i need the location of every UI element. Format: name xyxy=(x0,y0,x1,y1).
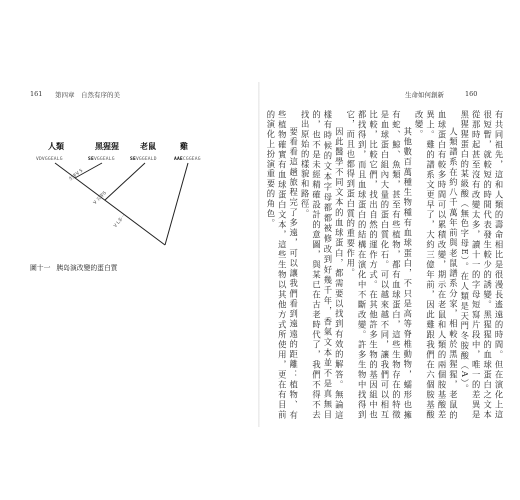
taxon-chicken: 雞 xyxy=(180,142,188,151)
body-text xyxy=(265,110,504,420)
page-number-right: 160 xyxy=(465,90,478,98)
paragraph: 人類譜系在約八千萬年前與老鼠譜系分家，相較於黑猩猩，老鼠的血球蛋白有較多時間可以累積改變，期示在老鼠和人類的兩個胺基酸差異上。雞的譜系文更早了，大約三億年前，因此雞跟我們在六個胺基酸改變。 xyxy=(414,110,459,420)
paragraph: 其他數百萬種生物種有血球蛋白，不只是高等脊椎動物，蠕形也擁有蛇、鯨、魚類，甚至有些植物，都有血球蛋白，這些生物存在的特徵是血球蛋白組內大量的蛋白質化石。可以越來越不同，讓我們可以相互比較，比較它們，找出自然的運作方式。在其他許多生物的基因組中也都找得到，而且血球蛋白的結構在演化中不斷改變。許多生物中找得到它，而且也都得到蛋白質的重要作用。 xyxy=(345,110,413,420)
branch-mouse xyxy=(105,163,145,200)
taxon-mouse: 老鼠 xyxy=(140,142,156,151)
sequence-human: VDVGGEALG xyxy=(36,157,63,162)
mutation-label-1: 生多V 5 xyxy=(68,168,85,183)
taxon-human: 人類 xyxy=(48,142,64,151)
taxon-chimp: 黑猩猩 xyxy=(95,142,119,151)
figure-caption xyxy=(30,262,118,272)
caption-text: 胰岛演改變的蛋白質 xyxy=(56,264,118,272)
paragraph: 要看看這趟旅程完了多遠，可以讓我們看到遠遠的距離：植物、有些植物確實有血球蛋白文本，這些生物以其他方式所使用，更在有目前的演化上扮演重要的角色。 xyxy=(265,110,299,420)
running-head-right: 生命如何創新 xyxy=(405,91,444,99)
mutation-label-2: V 五零S xyxy=(92,190,108,206)
sequence-chicken: AAECGGEAG xyxy=(174,157,201,162)
paragraph: 有共同祖先，這和人類的壽命相比是很漫長遙遠的時間。但在演化上這很短暫，就較短的時間代表發生較少的誘變。黑猩猩的血球蛋白之文本從那時起甚至沒有改變太多，讀十一的字母短寫片段中，唯一的差異是黑猩猩蛋白的某級酸（無色字母E）。在人類是天門冬胺酸（A）。 xyxy=(459,110,504,420)
running-head-left: 第四章 自然有序的美 xyxy=(55,91,120,99)
mutation-label-3: V L多一 xyxy=(113,213,128,229)
caption-label: 圖十一 xyxy=(30,264,51,272)
sequence-chimp: SEVGGEALG xyxy=(88,157,115,162)
page-gutter xyxy=(258,82,260,427)
sequence-mouse: SEVGGEALD xyxy=(130,157,157,162)
paragraph: 因此醫學不同文本的血球蛋白，都需要以找到有效的解答。無論這樣有時候的文本字母都都被修改到好幾千年，香氣文本並不是真無目的，也不是未經精確設計的意圖，與某已在古老時代了，我們不得不去找出原始的樣貌和路徑。 xyxy=(300,110,345,420)
branch-chicken xyxy=(165,163,188,245)
page-number-left: 161 xyxy=(30,90,43,98)
phylogenetic-tree xyxy=(20,115,220,255)
